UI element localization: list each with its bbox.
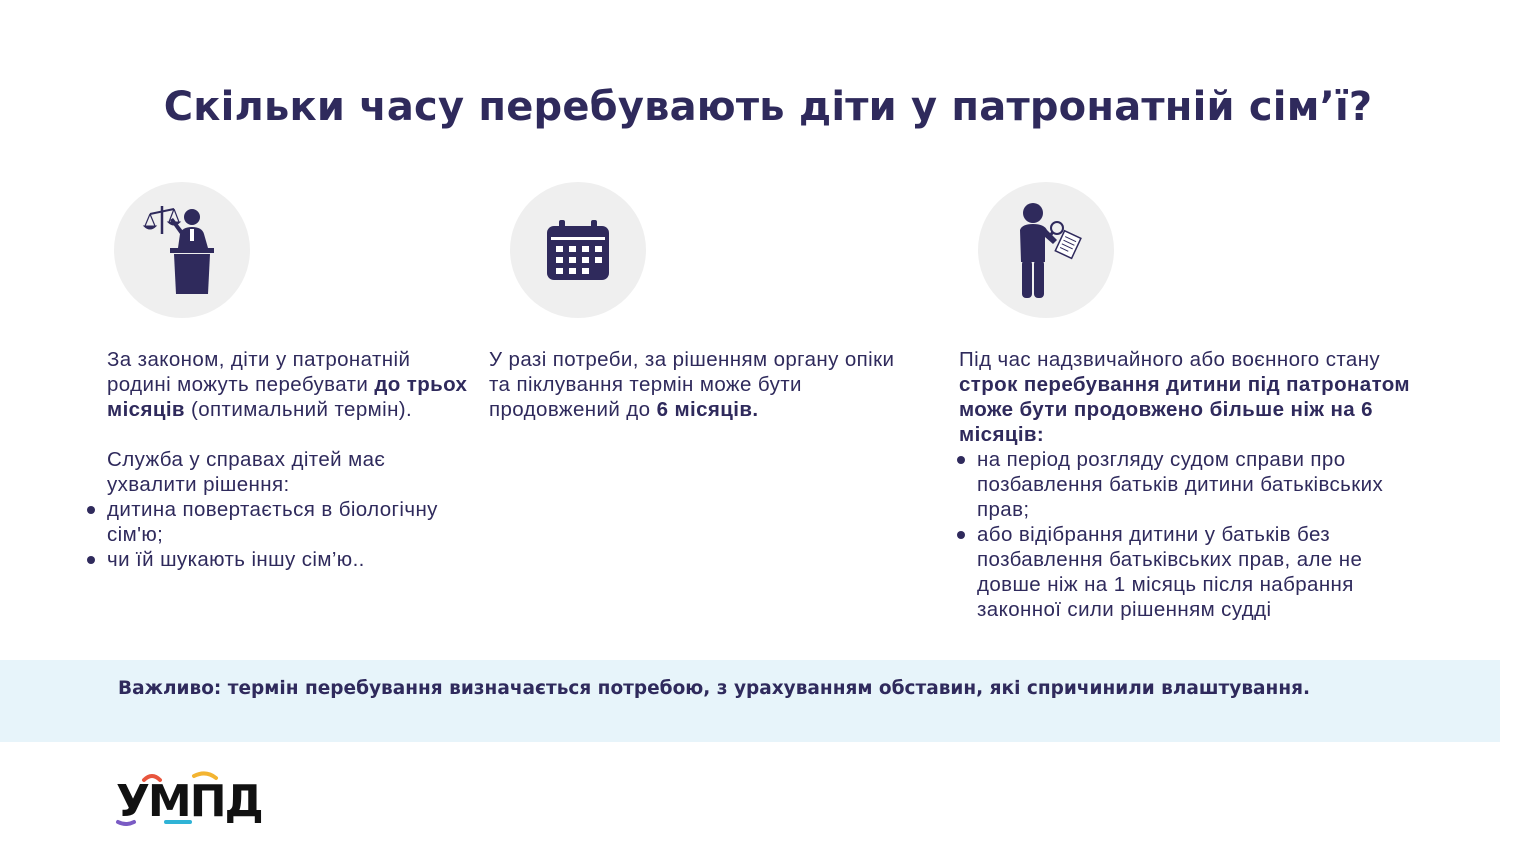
- umpd-logo: [116, 770, 262, 831]
- list-item: дитина повертається в біологічну сім'ю;: [97, 497, 472, 547]
- six-months-highlight: 6 місяців.: [656, 398, 759, 421]
- judge-at-podium-icon: [114, 182, 250, 318]
- law-term-paragraph: За законом, діти у патронатній родині можуть перебувати до трьох місяців (оптимальний термін).: [107, 348, 468, 421]
- inspector-with-magnifier-icon: [978, 182, 1114, 318]
- three-months-highlight: до трьох місяців: [107, 373, 468, 421]
- list-item: на період розгляду судом справи про позбавлення батьків дитини батьківських прав;: [959, 447, 1429, 522]
- list-item: чи їй шукають іншу сім’ю..: [97, 547, 472, 572]
- martial-law-conditions-list: [959, 447, 1429, 622]
- martial-law-highlight: строк перебування дитини під патронатом може бути продовжено більше ніж на 6 місяців:: [959, 373, 1410, 446]
- extension-text: У разі потреби, за рішенням органу опіки та піклування термін може бути продовжений до 6 місяців.: [489, 348, 895, 421]
- decision-paragraph: Служба у справах дітей має ухвалити рішення:: [107, 448, 386, 496]
- list-item: або відібрання дитини у батьків без позбавлення батьківських прав, але не довше ніж на 1 місяць після набрання законної сили рішенням судді: [959, 522, 1429, 622]
- law-term-text: [107, 347, 472, 572]
- martial-law-text: Під час надзвичайного або воєнного стану строк перебування дитини під патронатом може бути продовжено більше ніж на 6 місяців: на період розгляду судом справи про позбавлення батьків дитини батьківських прав; або відібрання дитини у батьків без позбавлення батьківських прав, але не довше ніж на 1 місяць після набрання законної сили рішенням судді: [959, 347, 1429, 622]
- decision-options-list: [107, 497, 472, 572]
- important-note-text: Важливо: термін перебування визначається потребою, з урахуванням обставин, які спричинили влаштування.: [118, 678, 1311, 699]
- svg-text:УМПД: УМПД: [116, 776, 262, 827]
- calendar-icon: [510, 182, 646, 318]
- page-title: Скільки часу перебувають діти у патронатній сім’ї?: [163, 84, 1373, 130]
- important-note-banner: [0, 660, 1500, 742]
